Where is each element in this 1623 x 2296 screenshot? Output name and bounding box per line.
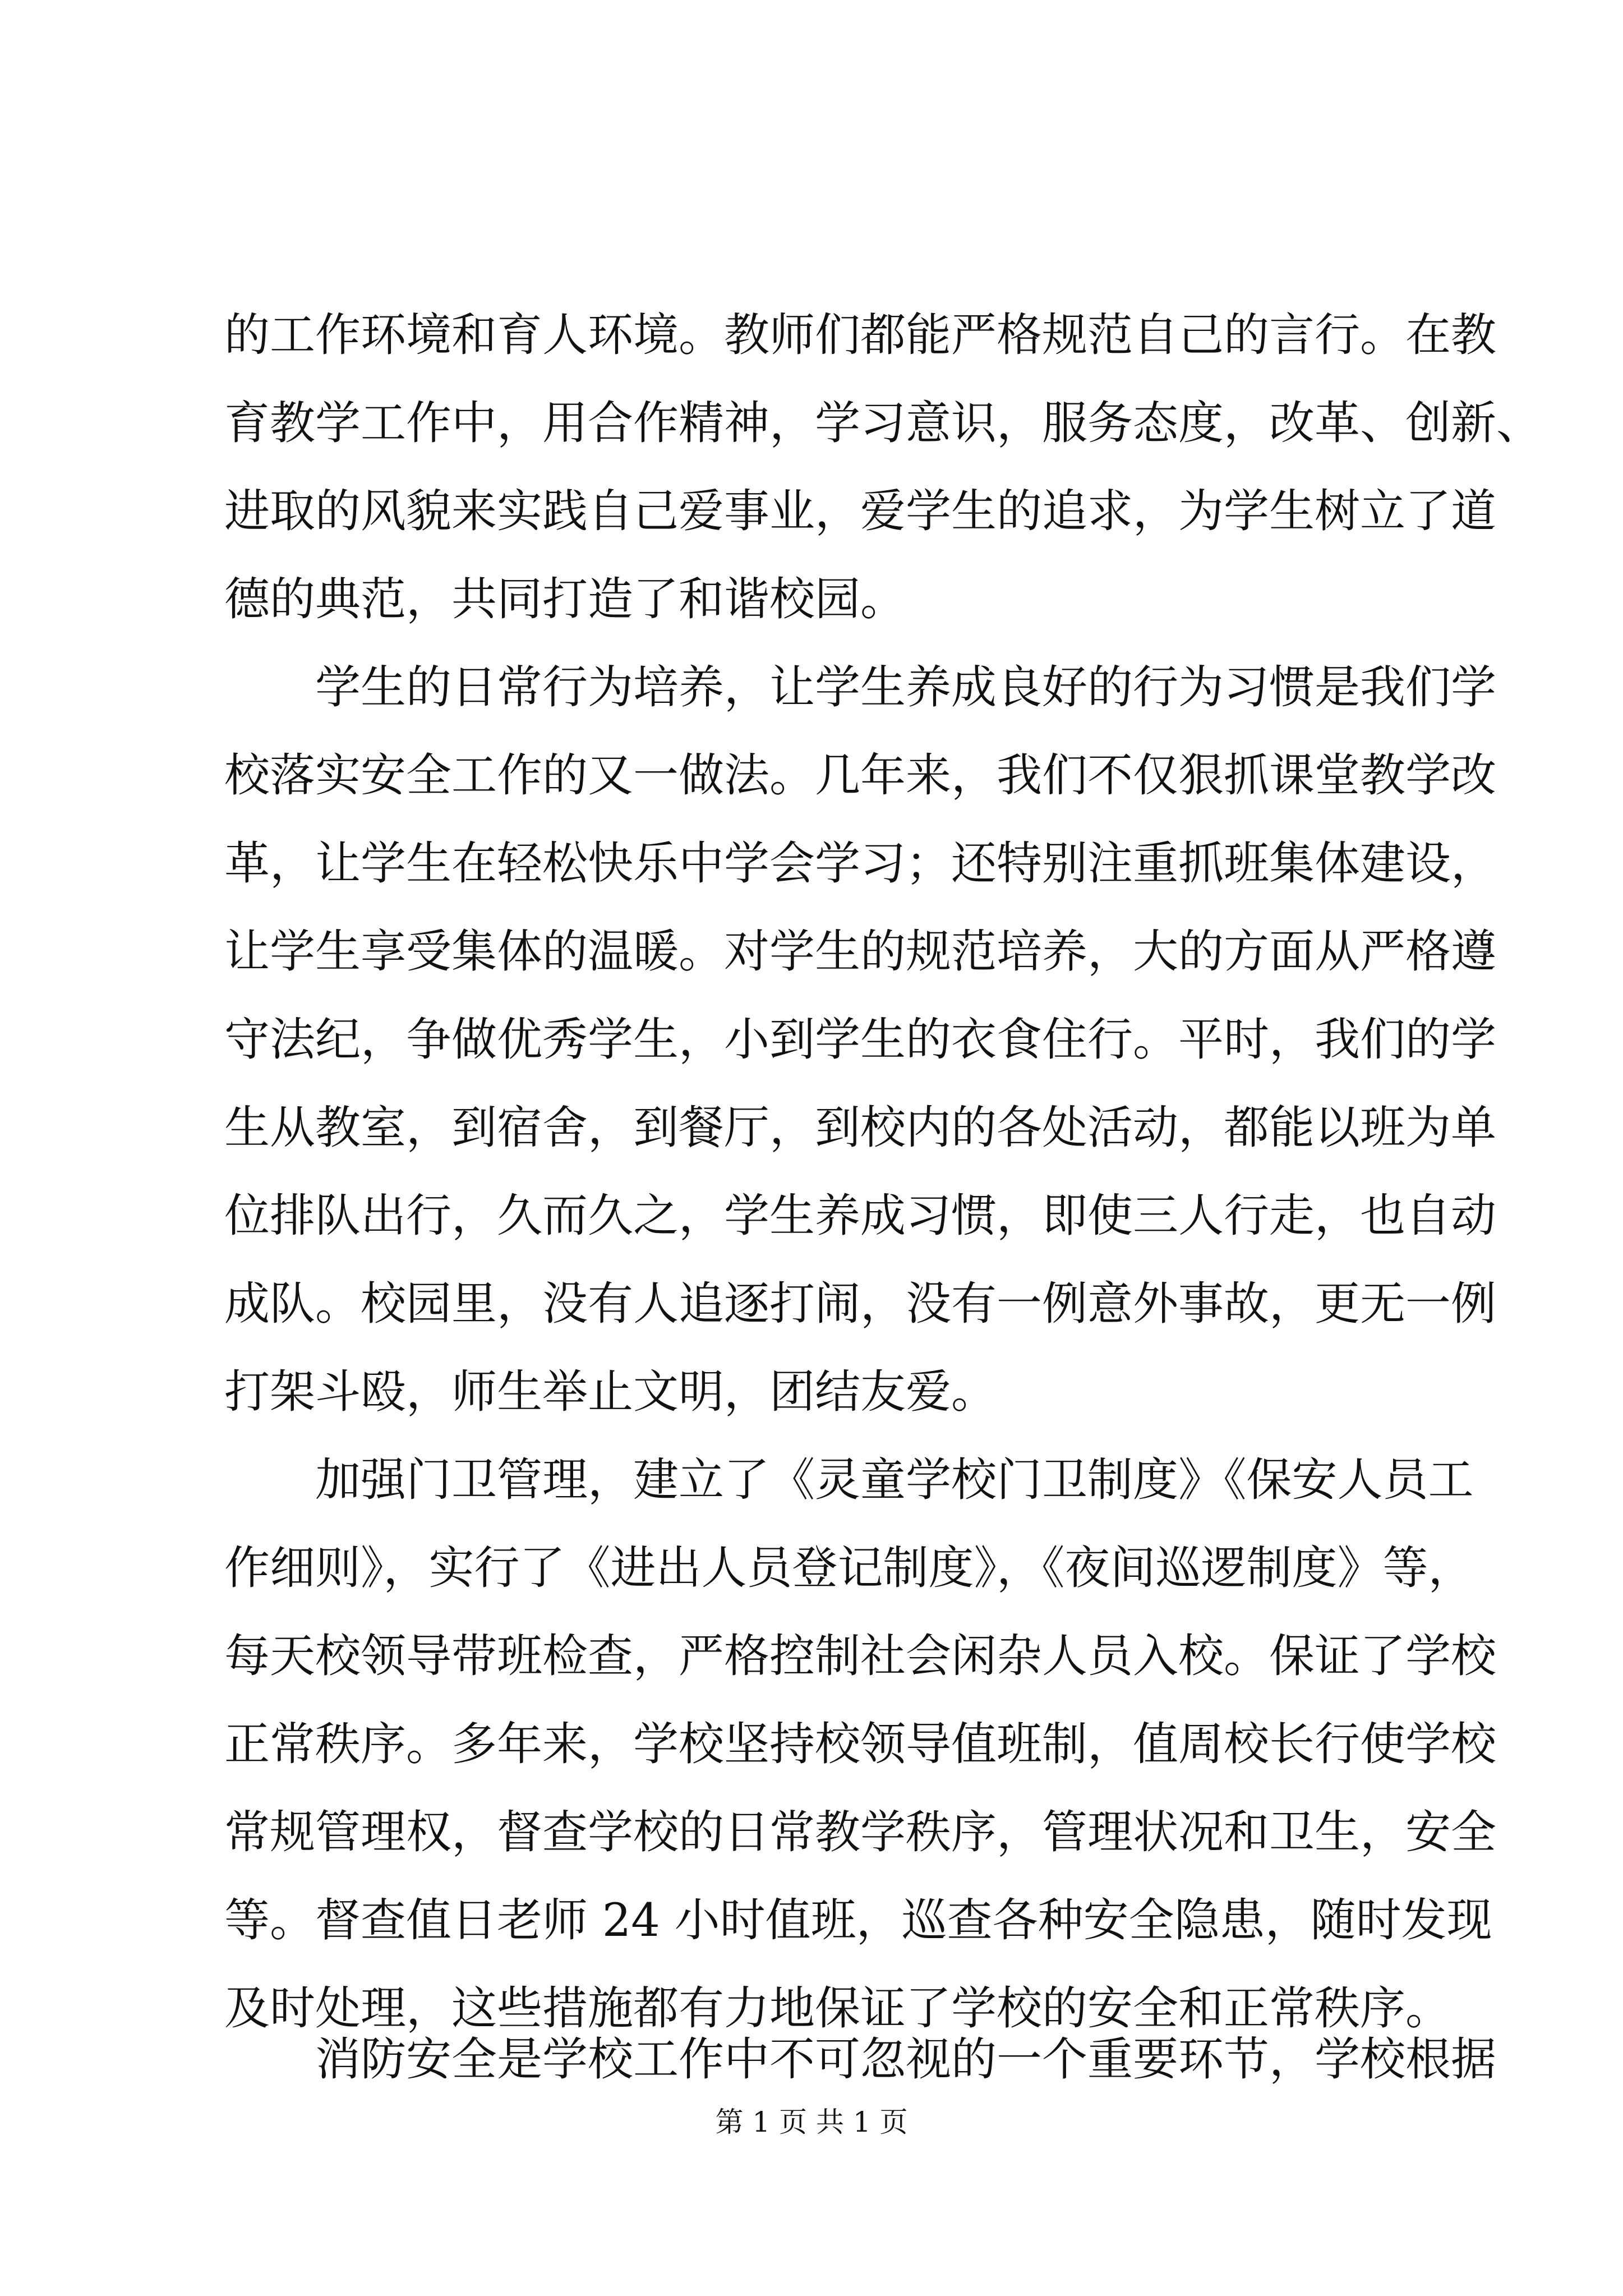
text-line: 校落实安全工作的又一做法。几年来，我们不仅狠抓课堂教学改 [224,749,1497,802]
paragraph-first-line: 学生的日常行为培养，让学生养成良好的行为习惯是我们学 [315,661,1497,714]
text-line: 的工作环境和育人环境。教师们都能严格规范自己的言行。在教 [224,309,1497,362]
text-line: 德的典范，共同打造了和谐校园。 [224,573,906,626]
text-line: 守法纪，争做优秀学生，小到学生的衣食住行。平时，我们的学 [224,1014,1497,1066]
text-line: 打架斗殴，师生举止文明，团结友爱。 [224,1366,997,1419]
text-line: 进取的风貌来实践自己爱事业，爱学生的追求，为学生树立了道 [224,485,1497,538]
text-line: 等。督查值日老师 24 小时值班，巡查各种安全隐患，随时发现 [224,1894,1492,1947]
paragraph-first-line: 加强门卫管理，建立了《灵童学校门卫制度》《保安人员工 [315,1454,1474,1507]
text-line: 位排队出行，久而久之，学生养成习惯，即使三人行走，也自动 [224,1190,1497,1243]
text-line: 生从教室，到宿舍，到餐厅，到校内的各处活动，都能以班为单 [224,1102,1497,1154]
text-line: 作细则》，实行了《进出人员登记制度》，《夜间巡逻制度》等， [224,1542,1474,1595]
text-line: 成队。校园里，没有人追逐打闹，没有一例意外事故，更无一例 [224,1278,1497,1331]
paragraph-first-line: 消防安全是学校工作中不可忽视的一个重要环节，学校根据 [315,2033,1497,2086]
text-line: 及时处理，这些措施都有力地保证了学校的安全和正常秩序。 [224,1982,1451,2035]
text-line: 育教学工作中，用合作精神，学习意识，服务态度，改革、创新、 [224,397,1542,450]
text-line: 革，让学生在轻松快乐中学会学习；还特别注重抓班集体建设， [224,838,1497,890]
text-line: 让学生享受集体的温暖。对学生的规范培养，大的方面从严格遵 [224,926,1497,978]
text-line: 常规管理权，督查学校的日常教学秩序，管理状况和卫生，安全 [224,1806,1497,1859]
page-number-footer: 第 1 页 共 1 页 [715,2106,908,2138]
text-line: 每天校领导带班检查，严格控制社会闲杂人员入校。保证了学校 [224,1630,1497,1683]
text-line: 正常秩序。多年来，学校坚持校领导值班制，值周校长行使学校 [224,1718,1497,1771]
